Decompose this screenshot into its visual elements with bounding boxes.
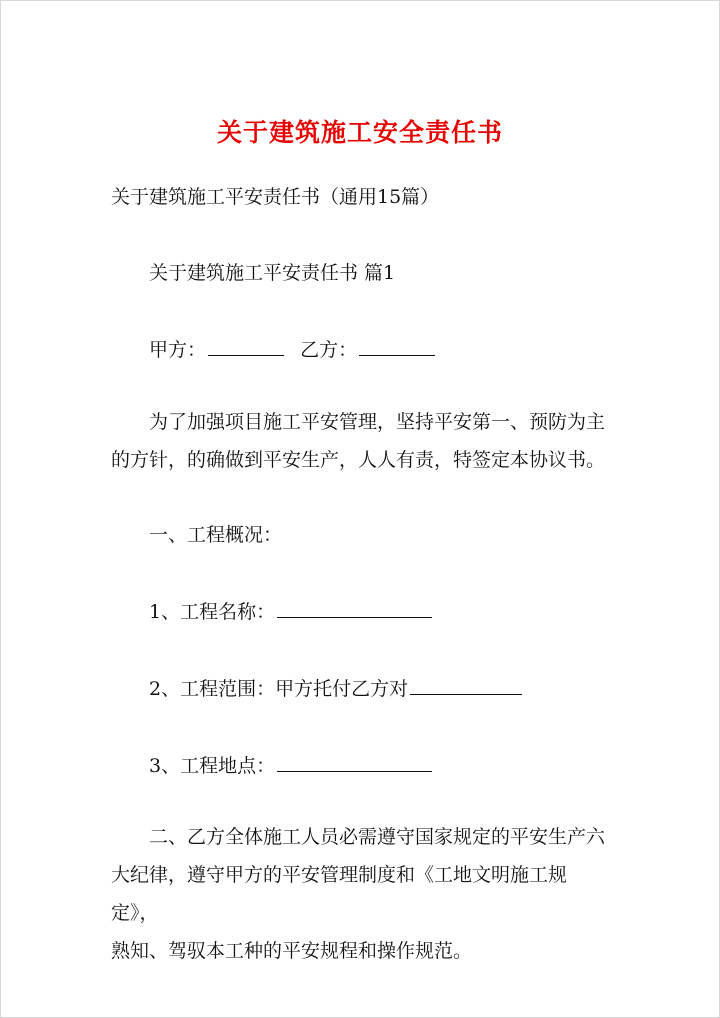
intro-line-1: 为了加强项目施工平安管理，坚持平安第一、预防为主 — [149, 411, 606, 433]
section-heading: 关于建筑施工平安责任书 篇1 — [149, 262, 396, 284]
item-3-line — [149, 751, 432, 778]
document-subtitle: 关于建筑施工平安责任书（通用15篇） — [111, 186, 440, 208]
intro-paragraph — [111, 403, 611, 479]
section-2-line-2: 大纪律，遵守甲方的平安管理制度和《工地文明施工规定》， — [111, 864, 568, 924]
intro-line-2: 的方针，的确做到平安生产，人人有责，特签定本协议书。 — [111, 449, 606, 471]
section-2-paragraph — [111, 818, 611, 970]
party-a-blank — [208, 354, 284, 356]
party-a-label: 甲方： — [149, 339, 207, 361]
item-2-label: 2、工程范围：甲方托付乙方对 — [149, 678, 409, 700]
item-1-label: 1、工程名称： — [149, 601, 276, 623]
document-title: 关于建筑施工安全责任书 — [216, 118, 503, 147]
item-1-blank — [277, 616, 432, 618]
item-1-line — [149, 597, 432, 624]
section-2-line-1: 二、乙方全体施工人员必需遵守国家规定的平安生产六 — [149, 826, 606, 848]
item-3-blank — [277, 770, 432, 772]
item-2-line — [149, 674, 522, 701]
section-1-heading: 一、工程概况： — [149, 524, 283, 546]
section-2-line-3: 熟知、驾驭本工种的平安规程和操作规范。 — [111, 940, 473, 962]
party-b-blank — [359, 354, 435, 356]
item-3-label: 3、工程地点： — [149, 755, 276, 777]
item-2-blank — [410, 693, 522, 695]
parties-line — [149, 335, 435, 362]
party-b-label: 乙方： — [300, 339, 358, 361]
